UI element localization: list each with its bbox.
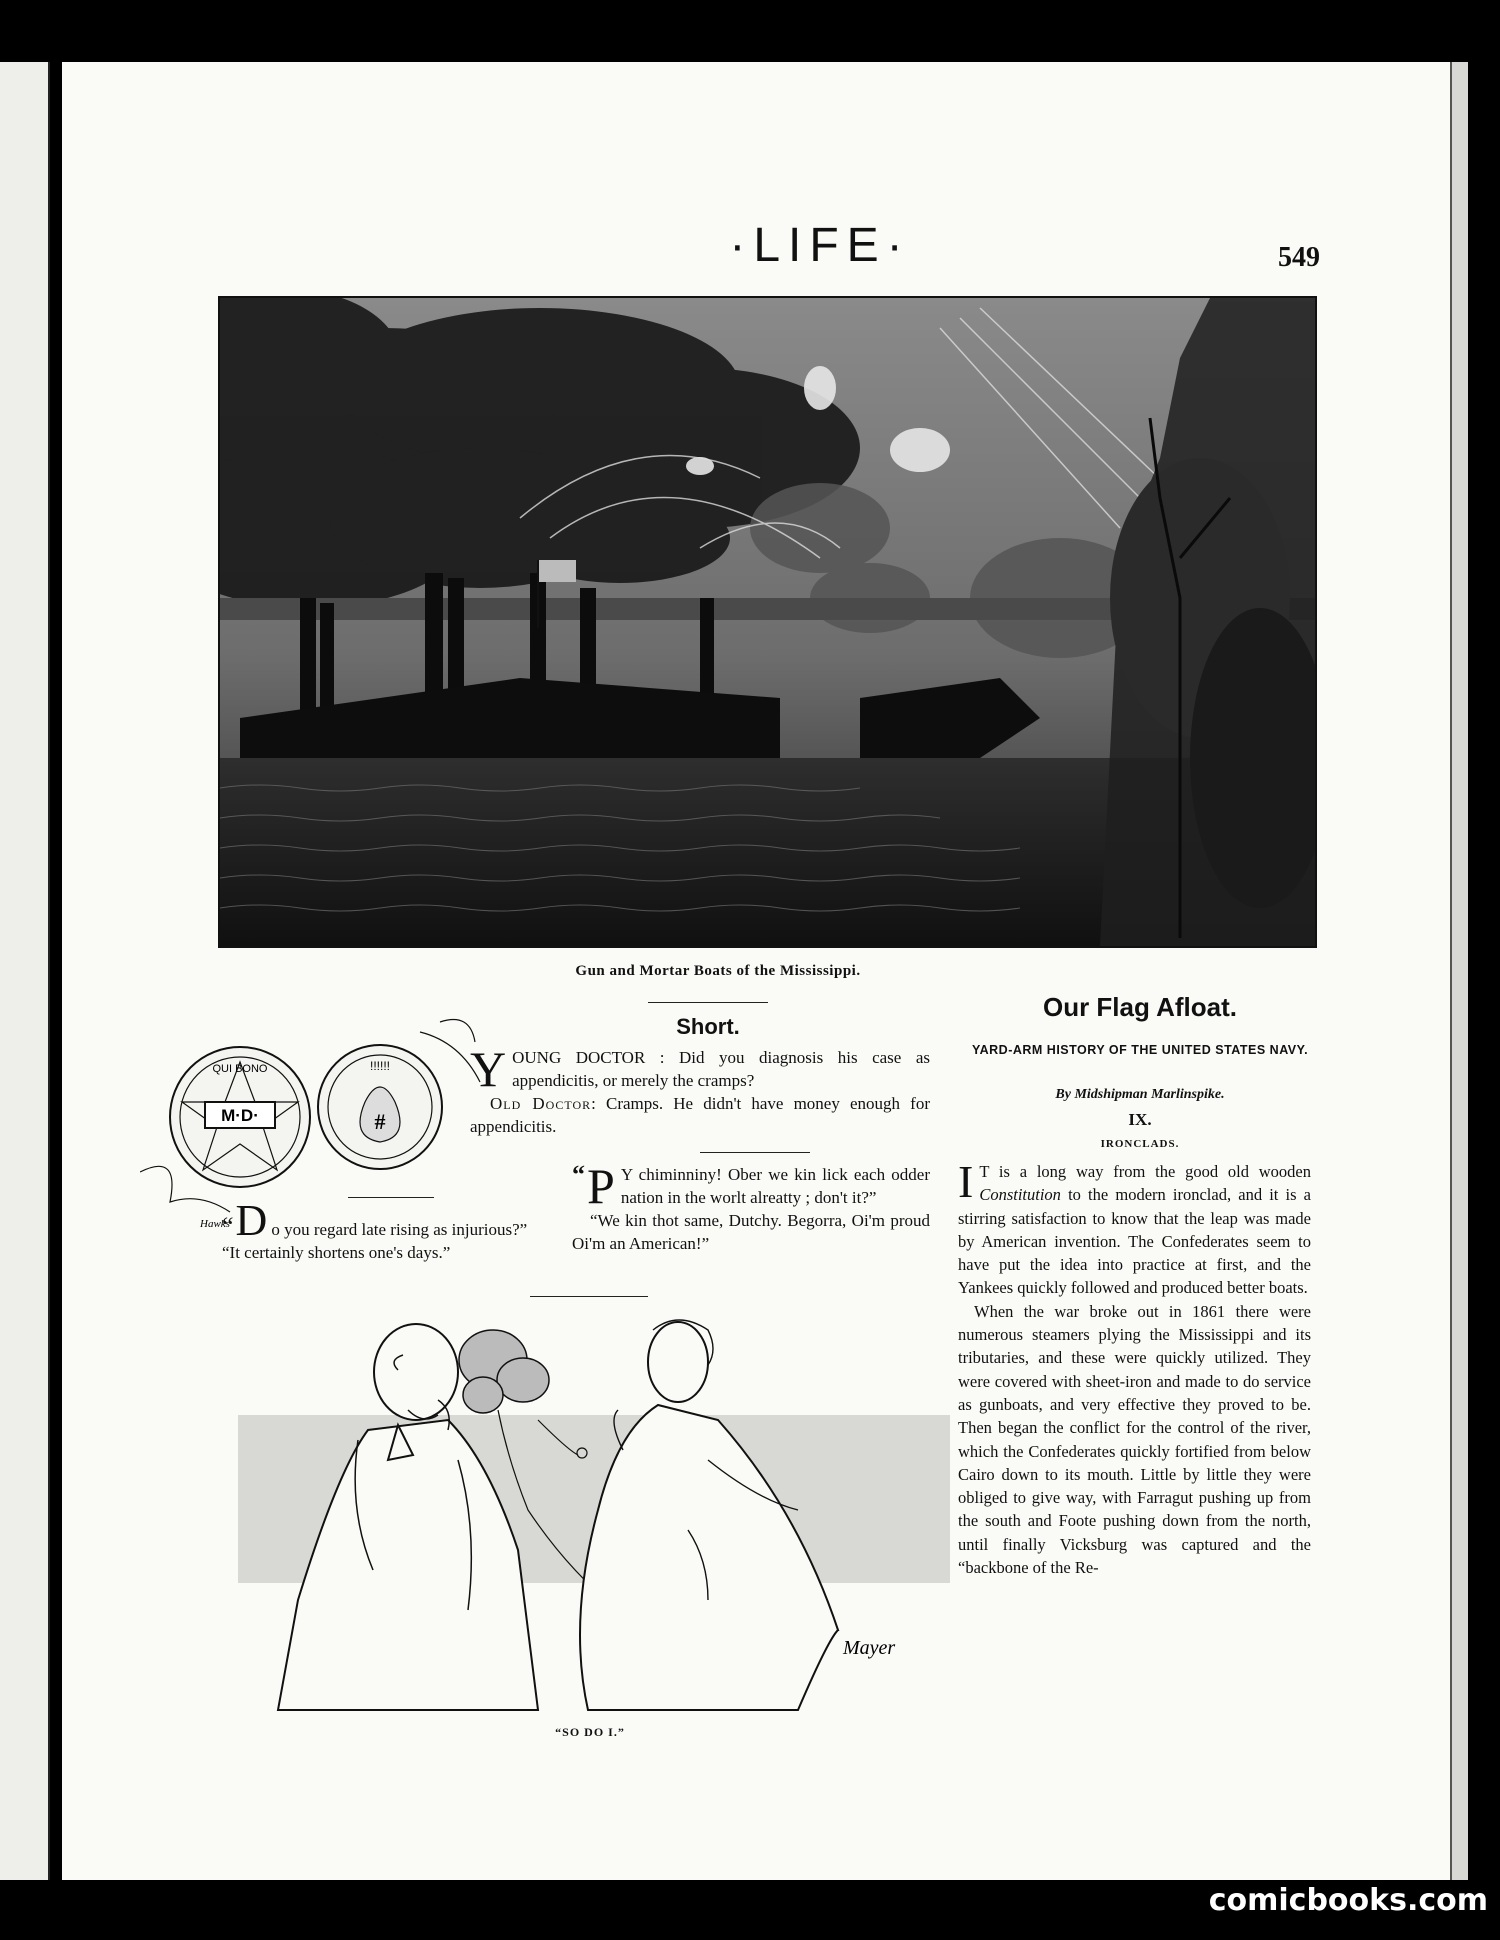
article-subtitle: YARD-ARM HISTORY OF THE UNITED STATES NAVY. <box>971 1043 1309 1057</box>
cartoon-signature: Mayer <box>843 1637 896 1659</box>
article-section-heading: IRONCLADS. <box>1100 1138 1180 1150</box>
late-rising-answer: “It certainly shortens one's days.” <box>222 1243 451 1262</box>
rule-short-bottom <box>700 1152 810 1153</box>
old-doctor-speaker: Old Doctor <box>490 1094 592 1113</box>
dutchy-answer: “We kin thot same, Dutchy. Begorra, Oi'm proud Oi'm an American!” <box>572 1211 930 1253</box>
article-p1-end: to the modern ironclad, and it is a stirring satisfaction to know that the leap was made by American invention. The Confederates seem to have put the idea into practice at first, and the Yankees quickly followed and produced better boats. <box>958 1185 1311 1298</box>
article-p1-ship-name: Constitution <box>979 1185 1061 1205</box>
right-coin-center: # <box>374 1109 386 1134</box>
rule-cartoon-top <box>530 1296 648 1297</box>
left-coin-text: QUI BONO <box>212 1063 268 1075</box>
article-p1-start: T is a long way from the good old wooden <box>979 1162 1311 1181</box>
article-part-number: IX. <box>1128 1110 1152 1129</box>
article-body <box>958 1156 1311 1579</box>
masthead-title: ·LIFE· <box>729 219 911 272</box>
article-dropcap: I <box>958 1156 974 1207</box>
right-coin-text: !!!!!! <box>369 1059 391 1073</box>
old-doctor-line: : Cramps. He didn't have money enough for appendicitis. <box>470 1094 930 1136</box>
dutchy-joke <box>572 1158 930 1255</box>
late-rising-question: o you regard late rising as injurious?” <box>271 1220 528 1239</box>
previous-page-edge <box>0 62 50 1880</box>
cartoon-caption: “SO DO I.” <box>555 1725 625 1739</box>
rule-short-top <box>648 1002 768 1003</box>
dutchy-quote-open: “ <box>572 1160 585 1189</box>
young-doctor-line: OUNG DOCTOR : Did you diagnosis his case as appendicitis, or merely the cramps? <box>512 1048 930 1090</box>
short-title: Short. <box>676 1014 740 1039</box>
article-paragraph-2: When the war broke out in 1861 there were numerous steamers plying the Mississippi and its tributaries, and these were quickly utilized. They were covered with sheet-iron and made to do service as gunboats, and very effective they proved to be. Then began the conflict for the control of the river, which the Confederates quickly fortified from below Cairo down to its mouth. Little by little they were obliged to give way, with Farragut pushing up from the south and Foote pushing down from the north, until finally Vicksburg was captured and the “backbone of the Re- <box>958 1301 1311 1578</box>
page-number: 549 <box>1278 242 1320 273</box>
dutchy-question: Y chiminniny! Ober we kin lick each odder nation in the worlt alreatty ; don't it?” <box>620 1165 930 1207</box>
article-paragraph-1 <box>958 1156 1311 1300</box>
article-title: Our Flag Afloat. <box>1042 992 1238 1022</box>
badge-signature: Hawks <box>200 1218 230 1230</box>
article-byline: By Midshipman Marlinspike. <box>1055 1087 1225 1102</box>
page-edge <box>1450 62 1468 1880</box>
gunboat-illustration <box>218 296 1317 948</box>
late-rising-dropcap: D <box>235 1196 268 1245</box>
plate-caption: Gun and Mortar Boats of the Mississippi. <box>575 963 861 979</box>
late-rising-quote-open: “ <box>222 1212 234 1241</box>
doctor-dropcap: Y <box>470 1041 507 1097</box>
late-rising-joke <box>222 1196 554 1264</box>
rule-late-rising <box>348 1197 434 1198</box>
left-coin-center: M·D· <box>221 1106 259 1125</box>
dutchy-dropcap: P <box>587 1158 615 1214</box>
so-do-i-cartoon <box>238 1310 950 1712</box>
doctor-dialogue <box>470 1041 930 1138</box>
watermark: comicbooks.com <box>1208 1883 1488 1918</box>
